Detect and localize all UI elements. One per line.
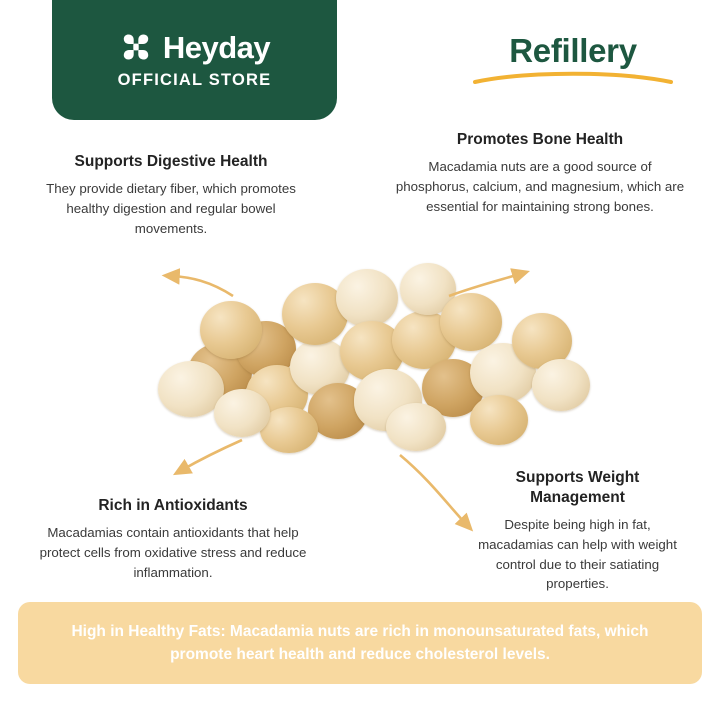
feature-body: Macadamia nuts are a good source of phosphorus, calcium, and magnesium, which are essential for maintaining strong bones. [395,158,685,214]
feature-body: Macadamias contain antioxidants that help protect cells from oxidative stress and reduce inflammation. [39,524,307,580]
product-image-macadamia-nuts [140,255,600,485]
feature-bone [395,130,685,217]
feature-body: They provide dietary fiber, which promotes healthy digestion and regular bowel movements. [46,180,296,236]
heyday-flower-icon [119,30,153,64]
feature-title: Promotes Bone Health [456,131,624,148]
feature-weight-management [470,468,685,594]
brand-badge [52,0,337,120]
brand-row [119,30,270,64]
header [0,0,720,125]
brand-name: Heyday [162,29,271,65]
feature-body: Despite being high in fat, macadamias can help with weight control due to their satiating properties. [478,516,677,592]
feature-title: Supports Weight Management [515,469,640,506]
footer-banner [18,602,702,685]
feature-title: Supports Digestive Health [74,153,268,170]
feature-antioxidants [33,496,313,583]
store-logo [468,34,678,85]
store-name: Refillery [509,32,637,69]
swoosh-icon [473,69,673,85]
feature-title: Rich in Antioxidants [98,497,248,514]
feature-digestive [40,152,302,239]
footer-text: High in Healthy Fats: Macadamia nuts are rich in monounsaturated fats, which promote heart health and reduce cholesterol levels. [71,622,649,663]
brand-subtitle: OFFICIAL STORE [117,71,272,89]
